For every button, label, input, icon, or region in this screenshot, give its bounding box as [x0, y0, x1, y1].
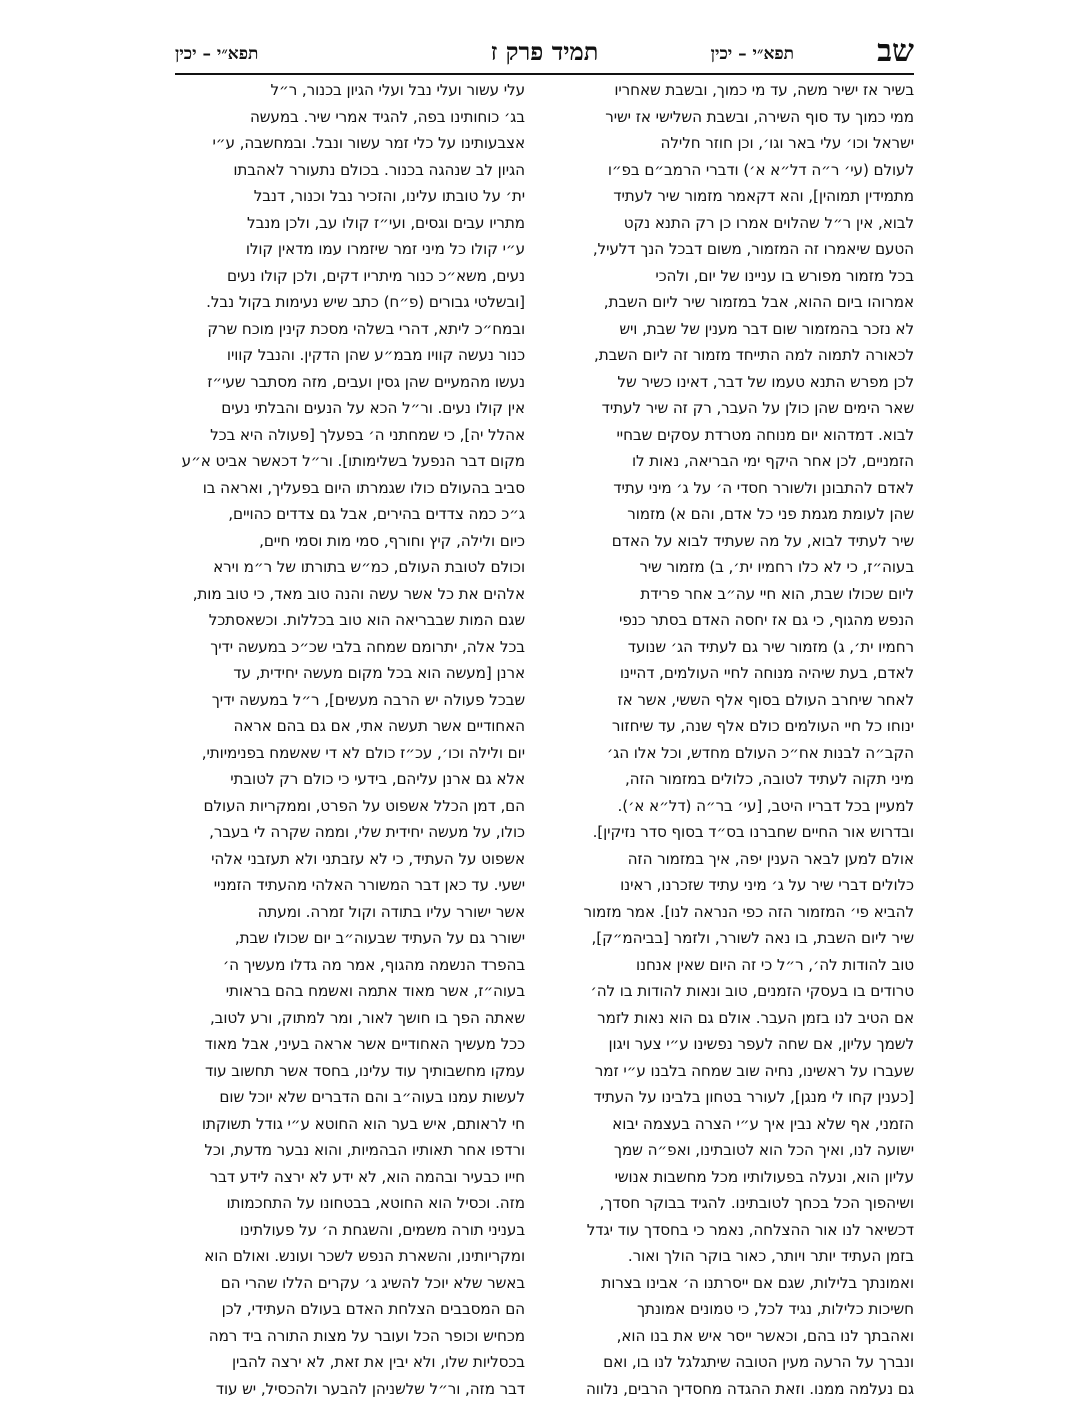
text-line: שבכל פעולה יש הרבה מעשים], ר״ל במעשה ידיך	[176, 687, 525, 714]
text-column-right	[565, 77, 914, 1187]
text-line: למעיין בכל דבריו היטב, [עי׳ בר״ה (דל״א א׳).	[565, 793, 914, 820]
text-line: שהן לעומת מגמת פני כל אדם, והם א) מזמור	[565, 501, 914, 528]
text-line: אשר ישורר עליו בתודה וקול זמרה. ומעתה	[176, 899, 525, 926]
text-line: גם נעלמה ממנו. וזאת ההגדה מחסדיך הרבים, נלווה	[565, 1376, 914, 1402]
header-subtitle-right: תפא״י – יכין	[711, 43, 794, 65]
text-line: לאדם, בעת שיהיה מנוחה לחיי העולמים, דהיינו	[565, 660, 914, 687]
text-line: נעים, משא״כ כנור מיתריו דקים, ולכן קולו נעים	[176, 263, 525, 290]
text-line: שגם המות שבבריאה הוא טוב בכללות. וכשאסתכל	[176, 607, 525, 634]
text-line: בהפרד הנשמה מהגוף, אמר מה גדלו מעשיך ה׳	[176, 952, 525, 979]
page-number: שב	[877, 34, 914, 68]
text-line: בכל מזמור מפורש בו עניינו של יום, ולהכי	[565, 263, 914, 290]
text-line: מיני תקוה לעתיד לטובה, כלולים במזמור הזה,	[565, 766, 914, 793]
text-line: ישועה לנו, ואיך הכל הוא לטובתינו, ואפ״ה שמך	[565, 1137, 914, 1164]
text-line: רחמיו ית׳, ג) מזמור שיר גם לעתיד הג׳ שנועד	[565, 634, 914, 661]
text-line: דבר מזה, ור״ל שלשניהן להבער ולהכסיל, יש עוד	[176, 1376, 525, 1402]
text-line: ארנן [מעשה הוא בכל מקום מעשה יחידית, עד	[176, 660, 525, 687]
text-line: סביב בהעולם כולו שגמרתו היום בפעליך, ואראה בו	[176, 475, 525, 502]
text-line: בכסליות שלו, ולא יבין את זאת, לא ירצה להבין	[176, 1349, 525, 1376]
text-line: הזמני, אף שלא נבין איך ע״י הצרה בעצמה יבוא	[565, 1111, 914, 1138]
text-line: האחודיים אשר תעשה אתי, אם גם בהם אראה	[176, 713, 525, 740]
text-line: ית׳ על טובתו עלינו, והזכיר נבל וכנור, דנבל	[176, 183, 525, 210]
text-line: דכשיאר לנו אור ההצלחה, נאמר כי בחסדך עוד יגדל	[565, 1217, 914, 1244]
text-line: עלי עשור ועלי נבל ועלי הגיון בכנור, ר״ל	[176, 77, 525, 104]
text-line: חי לראותם, איש בער הוא החוטא ע״י גודל תשוקתו	[176, 1111, 525, 1138]
text-line: מכחיש וכופר הכל ועובר על מצות התורה ביד רמה	[176, 1323, 525, 1350]
text-line: בג׳ כוחותינו בפה, להגיד אמרי שיר. במעשה	[176, 104, 525, 131]
text-line: עמקו מחשבותיך עוד עלינו, בחסד אשר תחשוב עוד	[176, 1058, 525, 1085]
text-line: באשר שלא יוכל להשיג ג׳ עקרים הללו שהרי הם	[176, 1270, 525, 1297]
text-column-left	[176, 77, 525, 1187]
text-line: מקום דבר הנפעל בשלימותו]. ור״ל דכאשר אביט א״ע	[176, 448, 525, 475]
text-line: ושיהפוך הכל בכחך לטובתינו. להגיד בבוקר חסדך,	[565, 1190, 914, 1217]
text-line: מתמידין תמוהין], והא דקאמר מזמור שיר לעתיד	[565, 183, 914, 210]
text-line: לכן מפרש התנא טעמו של דבר, דאינו כשיר של	[565, 369, 914, 396]
text-line: אלא גם ארנן עליהם, בידעי כי כולם רק לטובתי	[176, 766, 525, 793]
text-line: טרודים בו בעסקי הזמנים, טוב ונאות להודות בו לה׳	[565, 978, 914, 1005]
text-line: נעשו מהמעיים שהן גסין ועבים, מזה מסתבר שעי״ז	[176, 369, 525, 396]
text-line: שיר לעתיד לבוא, על מה שעתיד לבוא על האדם	[565, 528, 914, 555]
header-rule	[175, 73, 914, 75]
page-title: תמיד פרק ז	[491, 38, 599, 66]
running-header	[175, 34, 914, 68]
text-line: אלהים את כל אשר עשה והנה טוב מאד, כי טוב מות,	[176, 581, 525, 608]
text-line: ג״כ כמה צדדים בהירים, אבל גם צדדים כהויים,	[176, 501, 525, 528]
text-line: מזה. וכסיל הוא החוטא, בבטחונו על התחכמותו	[176, 1190, 525, 1217]
text-line: ואהבתך לנו בהם, וכאשר ייסר איש את בנו הוא,	[565, 1323, 914, 1350]
text-line: מתריו עבים וגסים, ועי״ז קולו עב, ולכן מנבל	[176, 210, 525, 237]
text-line: הטעם שיאמרו זה המזמור, משום דבכל הנך דלעיל,	[565, 236, 914, 263]
text-line: אשפוט על העתיד, כי לא עזבתני ולא תעזבני אלהי	[176, 846, 525, 873]
text-line: לעשות עמנו בעוה״ב והם הדברים שלא יוכל שום	[176, 1084, 525, 1111]
text-line: אהלל יה], כי שמחתני ה׳ בפעלך [פעולה היא בכל	[176, 422, 525, 449]
text-line: ליום שכולו שבת, הוא חיי עה״ב אחר פרידת	[565, 581, 914, 608]
text-line: ואמונתך בלילות, שגם אם ייסרתנו ה׳ אבינו בצרות	[565, 1270, 914, 1297]
text-line: לאחר שיחרב העולם בסוף אלף הששי, אשר אז	[565, 687, 914, 714]
text-line: ומקריותינו, והשארת הנפש לשכר ועונש. ואולם הוא	[176, 1243, 525, 1270]
text-line: לשמך עליון, אם שחה לעפר נפשינו ע״י צער ויגון	[565, 1031, 914, 1058]
header-subtitle-left: תפא״י – יכין	[175, 43, 258, 65]
text-line: טוב להודות לה׳, ר״ל כי זה היום שאין אנחנו	[565, 952, 914, 979]
text-line: לא נזכר בהמזמור שום דבר מענין של שבת, ויש	[565, 316, 914, 343]
text-line: שאתה הפך בו חושך לאור, ומר למתוק, ורע לטוב,	[176, 1005, 525, 1032]
text-line: הזמניים, לכן אחר היקף ימי הבריאה, נאות לו	[565, 448, 914, 475]
text-line: חייו כבעיר ובהמה הוא, לא ידע לא ירצה לידע דבר	[176, 1164, 525, 1191]
text-line: ובמח״כ ליתא, דהרי בשלהי מסכת קינין מוכח שרק	[176, 316, 525, 343]
text-line: בעוה״ז, אשר מאוד אתמה ואשמח בהם בראותי	[176, 978, 525, 1005]
text-line: לבוא, אין ר״ל שהלוים אמרו כן רק התנא נקט	[565, 210, 914, 237]
text-line: אם הטיב לנו בזמן העבר. אולם גם הוא נאות לזמר	[565, 1005, 914, 1032]
text-line: כנור נעשה קוויו מבמ״ע שהן הדקין. והנבל קוויו	[176, 342, 525, 369]
text-line: הם המסבבים הצלחת האדם בעולם העתידי, לכן	[176, 1296, 525, 1323]
text-line: הנפש מהגוף, כי גם אז יחסה האדם בסתר כנפי	[565, 607, 914, 634]
text-line: אצבעותינו על כלי זמר עשור ונבל. ובמחשבה, ע״י	[176, 130, 525, 157]
text-line: בעוה״ז, כי לא כלו רחמיו ית׳, ב) מזמור שיר	[565, 554, 914, 581]
text-line: הם, דמן הכלל אשפוט על הפרט, וממקריות העולם	[176, 793, 525, 820]
text-line: ישורר גם על העתיד שבעוה״ב יום שכולו שבת,	[176, 925, 525, 952]
text-line: ישעי. עד כאן דבר המשורר האלהי מהעתיד הזמניי	[176, 872, 525, 899]
text-line: [כענין קחו לי מנגן], לעורר בטחון בלבינו על העתיד	[565, 1084, 914, 1111]
text-line: לאדם להתבונן ולשורר חסדי ה׳ על ג׳ מיני עתיד	[565, 475, 914, 502]
text-line: ובדרוש אור החיים שחברנו בס״ד בסוף סדר נזיקין].	[565, 819, 914, 846]
text-line: לעולם (עי׳ ר״ה דל״א א׳) ודברי הרמב״ם בפ״ו	[565, 157, 914, 184]
text-line: אולם למען לבאר הענין יפה, איך במזמור הזה	[565, 846, 914, 873]
text-line: חשיכות כלילות, נגיד לכל, כי טמונים אמונתך	[565, 1296, 914, 1323]
text-line: כלולים דברי שיר על ג׳ מיני עתיד שזכרנו, ראינו	[565, 872, 914, 899]
text-line: שאר הימים שהן כולן על העבר, רק זה שיר לעתיד	[565, 395, 914, 422]
text-line: אין קולו נעים. ור״ל הכא על הנעים והבלתי נעים	[176, 395, 525, 422]
text-line: יום ולילה וכו׳, עכ״ז כולם לא די שאשמח בפנימיותי,	[176, 740, 525, 767]
text-line: וכולם לטובת העולם, כמ״ש בתורתו של ר״מ וירא	[176, 554, 525, 581]
text-line: הגיון לב שנהגה בכנור. בכולם נתעורר לאהבתו	[176, 157, 525, 184]
text-line: בזמן העתיד יותר ויותר, כאור בוקר הולך ואור.	[565, 1243, 914, 1270]
text-line: עליון הוא, ונעלה בפעולותיו מכל מחשבות אנושי	[565, 1164, 914, 1191]
text-line: לכאורה לתמוה למה התייחד מזמור זה ליום השבת,	[565, 342, 914, 369]
text-line: כולו, על מעשה יחידית שלי, וממה שקרה לי בעבר,	[176, 819, 525, 846]
text-line: אמרוהו ביום ההוא, אבל במזמור שיר ליום השבת,	[565, 289, 914, 316]
text-line: ונברך על הרעה מעין הטובה שיתגלגל לנו בו, ואם	[565, 1349, 914, 1376]
text-line: ככל מעשיך האחודיים אשר אראה בעיני, אבל מאוד	[176, 1031, 525, 1058]
text-line: הקב״ה לבנות אח״כ העולם מחדש, וכל אלו הג׳	[565, 740, 914, 767]
text-line: [ובשלטי גבורים (פ״ח) כתב שיש נעימות בקול נבל.	[176, 289, 525, 316]
text-line: ורדפו אחר תאותיו הבהמיות, והוא נבער מדעת, וכל	[176, 1137, 525, 1164]
text-line: בשיר אז ישיר משה, עד מי כמוך, ובשבת שאחריו	[565, 77, 914, 104]
text-line: ממי כמוך עד סוף השירה, ובשבת השלישי אז ישיר	[565, 104, 914, 131]
text-line: ינוחו כל חיי העולמים כולם אלף שנה, עד שיחזור	[565, 713, 914, 740]
text-line: שעברו על ראשינו, נחיה שוב שמחה בלבנו ע״י זמר	[565, 1058, 914, 1085]
text-line: להביא פי׳ המזמור הזה כפי הנראה לנו]. אמר מזמור	[565, 899, 914, 926]
text-line: ישראל וכו׳ עלי באר וגו׳, וכן חוזר חלילה	[565, 130, 914, 157]
text-line: בכל אלה, יתרומם שמחה בלבי שכ״כ במעשה ידיך	[176, 634, 525, 661]
text-line: שיר ליום השבת, בו נאה לשורר, ולזמר [בביהמ״ק],	[565, 925, 914, 952]
text-line: לבוא. דמדהוא יום מנוחה מטרדת עסקים שבחיי	[565, 422, 914, 449]
text-line: בעניני תורה משמים, והשגחת ה׳ על פעולתינו	[176, 1217, 525, 1244]
text-line: כיום ולילה, קיץ וחורף, סמי מות וסמי חיים,	[176, 528, 525, 555]
text-line: ע״י קולו כל מיני זמר שיזמרו עמו מדאין קולו	[176, 236, 525, 263]
